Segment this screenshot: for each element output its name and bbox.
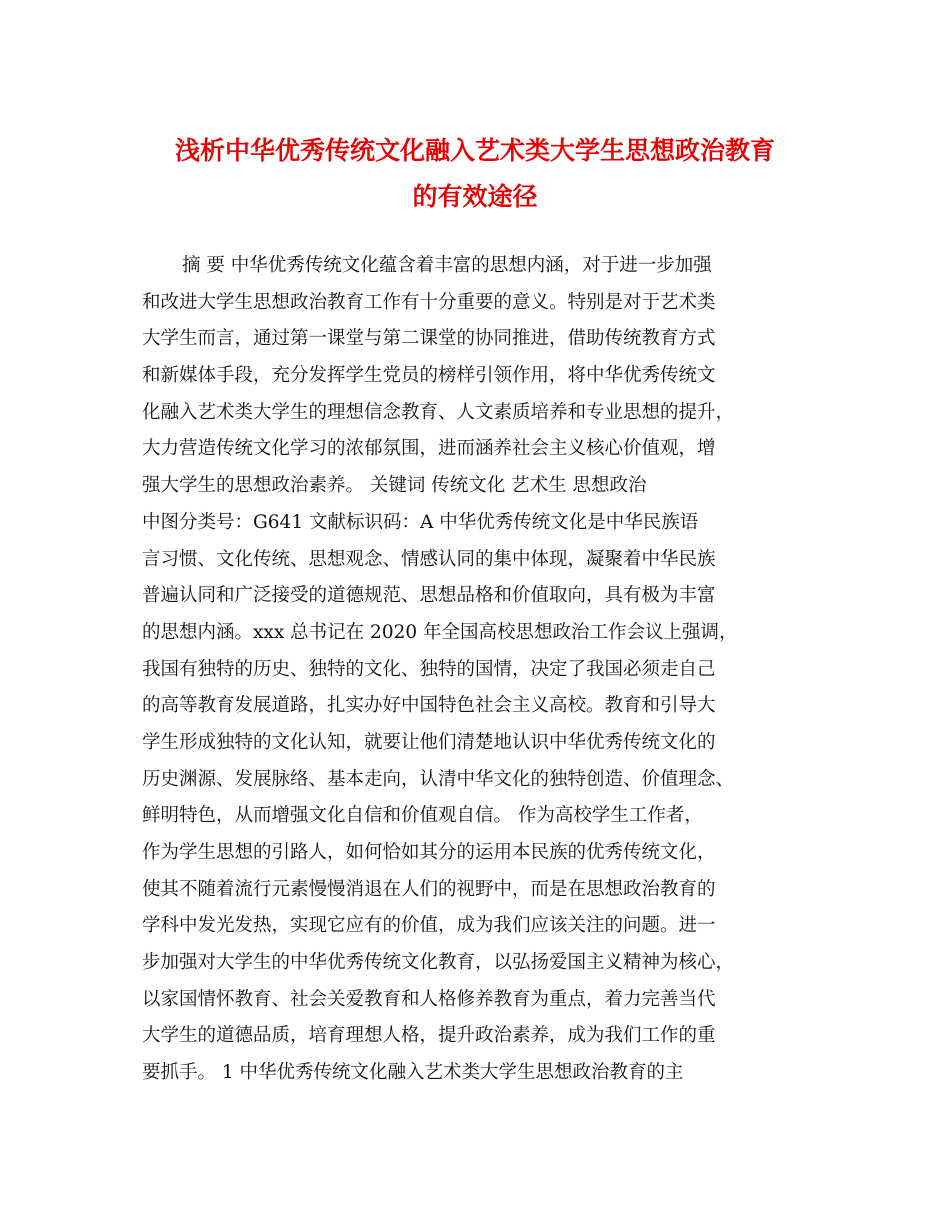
body-line: 使其不随着流行元素慢慢消退在人们的视野中，而是在思想政治教育的 <box>142 878 716 900</box>
body-line: 普遍认同和广泛接受的道德规范、思想品格和价值取向，具有极为丰富 <box>142 585 716 607</box>
body-line: 历史渊源、发展脉络、基本走向，认清中华文化的独特创造、价值理念、 <box>142 768 735 790</box>
body-line: 步加强对大学生的中华优秀传统文化教育，以弘扬爱国主义精神为核心， <box>142 952 735 974</box>
body-line: 中图分类号：G641 文献标识码：A 中华优秀传统文化是中华民族语 <box>142 511 699 533</box>
body-line: 大学生而言，通过第一课堂与第二课堂的协同推进，借助传统教育方式 <box>142 328 716 350</box>
document-body <box>142 248 832 1092</box>
body-line: 和改进大学生思想政治教育工作有十分重要的意义。特别是对于艺术类 <box>142 291 716 313</box>
body-line: 以家国情怀教育、社会关爱教育和人格修养教育为重点，着力完善当代 <box>142 988 716 1010</box>
body-line: 强大学生的思想政治素养。 关键词 传统文化 艺术生 思想政治 <box>142 475 647 497</box>
body-line: 摘 要 中华优秀传统文化蕴含着丰富的思想内涵，对于进一步加强 <box>182 255 712 276</box>
body-line: 我国有独特的历史、独特的文化、独特的国情，决定了我国必须走自己 <box>142 658 716 680</box>
body-line: 言习惯、文化传统、思想观念、情感认同的集中体现，凝聚着中华民族 <box>142 548 716 570</box>
body-line: 要抓手。 1 中华优秀传统文化融入艺术类大学生思想政治教育的主 <box>142 1062 684 1084</box>
body-line: 的高等教育发展道路，扎实办好中国特色社会主义高校。教育和引导大 <box>142 695 716 717</box>
body-line: 的思想内涵。xxx 总书记在 2020 年全国高校思想政治工作会议上强调， <box>142 621 738 643</box>
body-line: 和新媒体手段，充分发挥学生党员的榜样引领作用，将中华优秀传统文 <box>142 365 716 387</box>
body-line: 鲜明特色，从而增强文化自信和价值观自信。 作为高校学生工作者， <box>142 805 703 827</box>
body-line: 大力营造传统文化学习的浓郁氛围，进而涵养社会主义核心价值观，增 <box>142 438 716 460</box>
body-line: 作为学生思想的引路人，如何恰如其分的运用本民族的优秀传统文化， <box>142 842 716 863</box>
document-title-line-1: 浅析中华优秀传统文化融入艺术类大学生思想政治教育 <box>174 136 775 165</box>
body-line: 大学生的道德品质，培育理想人格，提升政治素养，成为我们工作的重 <box>142 1025 716 1047</box>
body-line: 化融入艺术类大学生的理想信念教育、人文素质培养和专业思想的提升， <box>142 401 735 423</box>
body-line: 学科中发光发热，实现它应有的价值，成为我们应该关注的问题。进一 <box>142 915 716 937</box>
document-title-line-2: 的有效途径 <box>412 182 538 211</box>
body-line: 学生形成独特的文化认知，就要让他们清楚地认识中华优秀传统文化的 <box>142 731 716 753</box>
